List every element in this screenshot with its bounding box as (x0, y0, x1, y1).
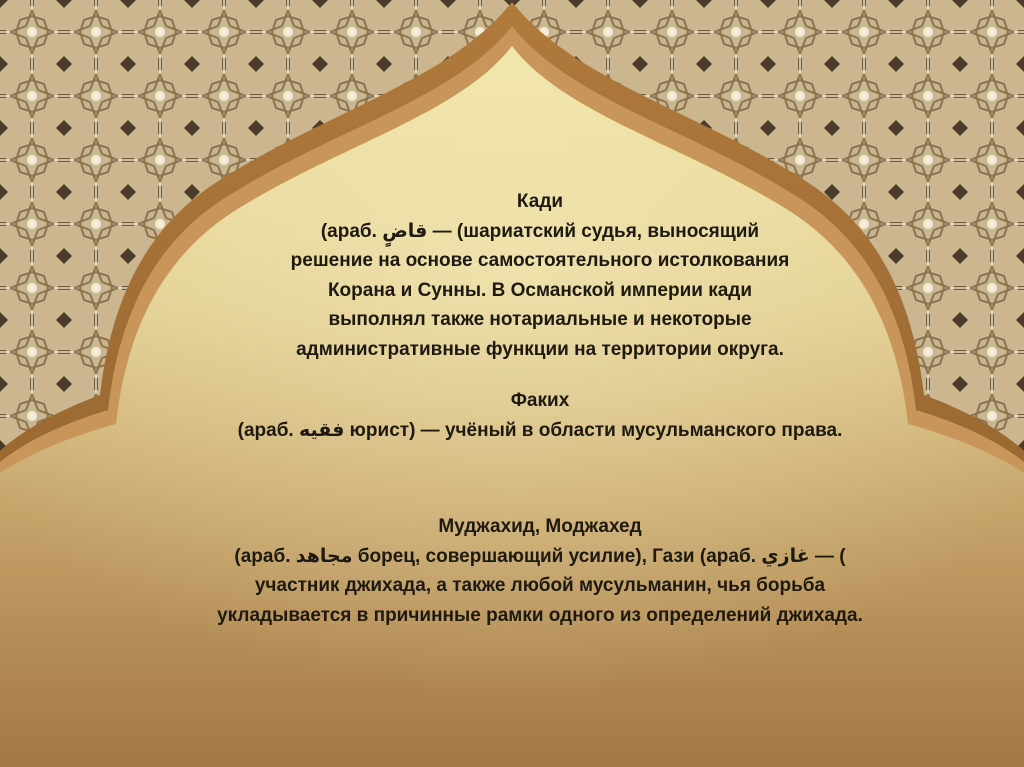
mujahid-line-1 (130, 542, 950, 572)
mujahid-line-1-pre: (араб. (234, 545, 296, 567)
kadi-title: Кади (516, 191, 564, 212)
fakih-line-1-post: юрист) — учёный в области мусульманского права. (344, 419, 843, 441)
kadi-line-3: Корана и Сунны. В Османской империи кади (327, 279, 753, 301)
fakih-title: Факих (510, 390, 570, 411)
fakih-line-1-pre: (араб. (237, 419, 299, 441)
mujahid-line-3: укладывается в причинные рамки одного из определений джихада. (217, 604, 863, 626)
kadi-line-2: решение на основе самостоятельного истолкования (290, 250, 790, 271)
fakih-definition (130, 386, 950, 445)
gazi-arabic-term: غازي (761, 544, 810, 567)
mujahid-line-1-mid: борец, совершающий усилие), Гази (араб. (352, 545, 762, 567)
kadi-line-1-pre: (араб. (320, 220, 383, 242)
mujahid-title: Муджахид, Моджахед (438, 516, 642, 537)
mujahid-definition (130, 512, 950, 630)
kadi-line-1 (130, 217, 950, 247)
kadi-definition (130, 187, 950, 364)
kadi-line-5: административные функции на территории округа. (296, 338, 784, 360)
mujahid-line-1-post: — ( (809, 545, 846, 567)
fakih-line-1 (130, 416, 950, 446)
kadi-line-4: выполнял также нотариальные и некоторые (328, 309, 752, 330)
fakih-arabic-term: فقيه (299, 418, 345, 441)
kadi-arabic-term: قاضٍ (382, 219, 428, 242)
mujahid-arabic-term: مجاهد (295, 544, 353, 567)
kadi-line-1-post: — (шариатский судья, выносящий (427, 220, 760, 242)
mujahid-line-2: участник джихада, а также любой мусульманин, чья борьба (254, 575, 826, 596)
